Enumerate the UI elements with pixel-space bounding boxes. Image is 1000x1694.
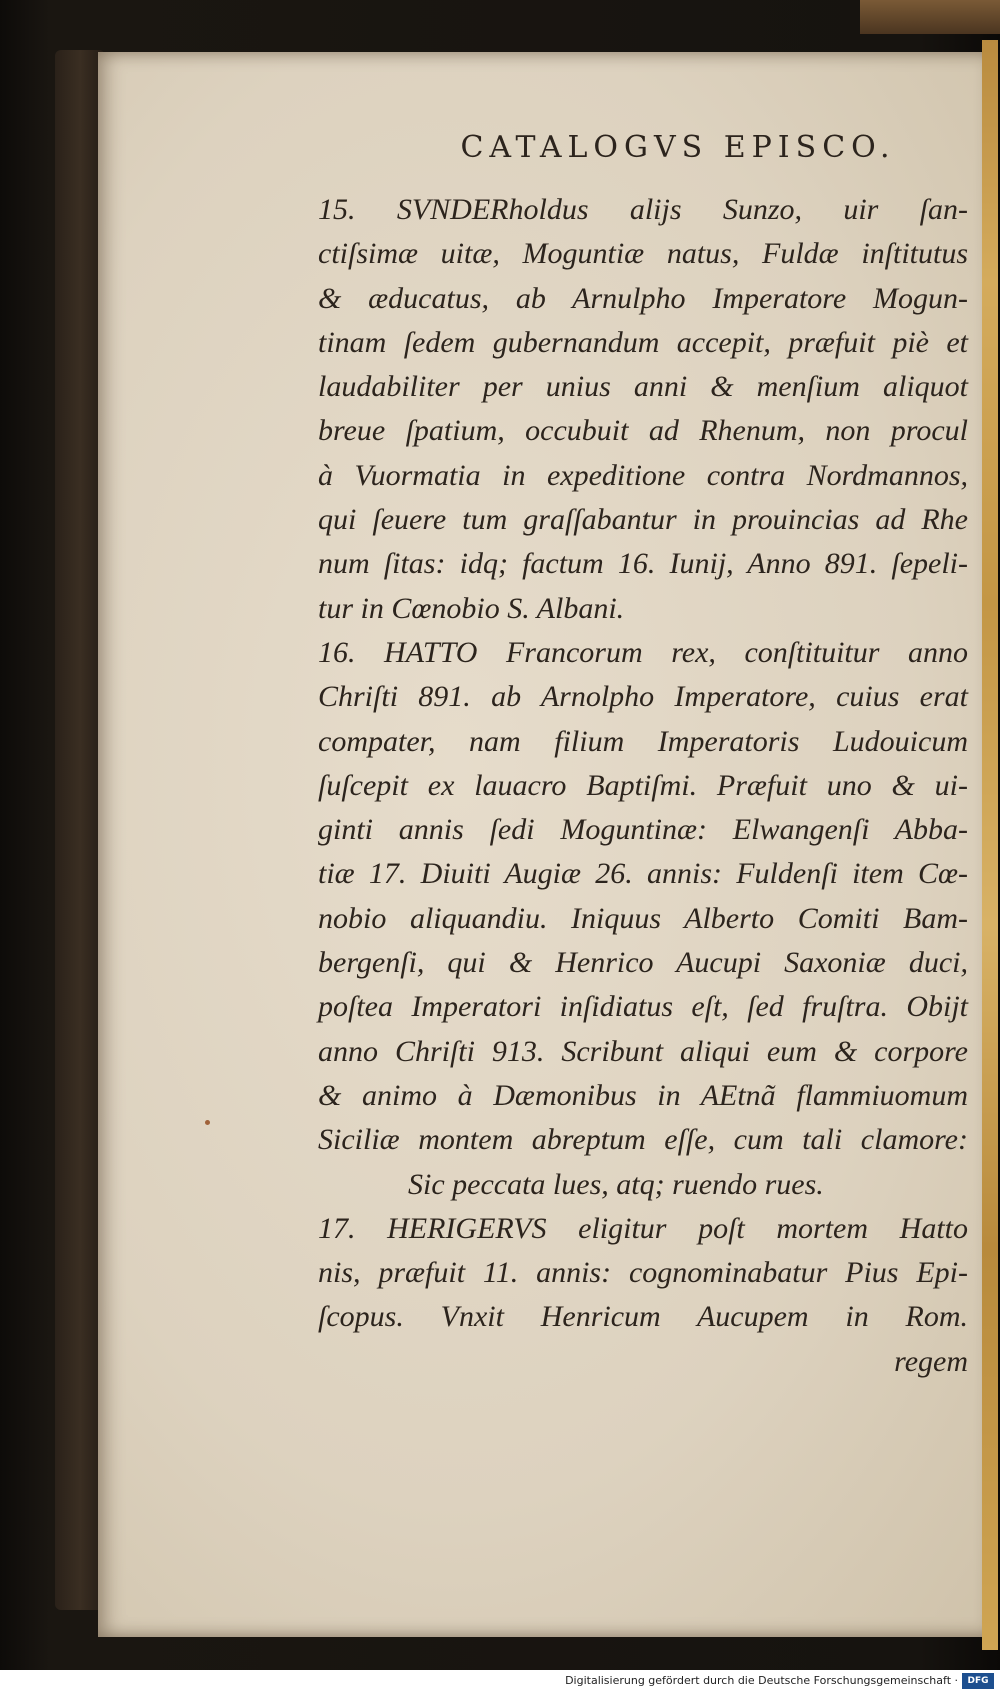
entry-16 [318,631,968,1207]
text-line: à Vuormatia in expeditione contra Nordmannos, [318,458,968,492]
text-line: 17. HERIGERVS eligitur poſt mortem Hatto [318,1211,968,1245]
page-text [318,130,968,1384]
text-line: ctiſsimæ uitæ, Moguntiæ natus, Fuldæ inſtitutus [318,237,968,271]
text-line: & animo à Dæmonibus in AEtnã flammiuomum [318,1078,968,1112]
text-line: breue ſpatium, occubuit ad Rhenum, non procul [318,414,968,448]
text-line: compater, nam filium Imperatoris Ludouicum [318,724,968,758]
text-line: 16. HATTO Francorum rex, conſtituitur anno [318,635,968,669]
text-line: qui ſeuere tum graſſabantur in prouincias ad Rhe [318,503,968,537]
text-line: & æducatus, ab Arnulpho Imperatore Mogun- [318,281,968,315]
text-line: tur in Cœnobio S. Albani. [318,591,625,625]
gilt-page-edge [982,40,998,1650]
entry-15 [318,188,968,631]
digitization-footer [0,1670,1000,1694]
text-line: anno Chriſti 913. Scribunt aliqui eum & corpore [318,1034,968,1068]
text-line: 15. SVNDERholdus alijs Sunzo, uir ſan- [318,193,968,226]
running-header: CATALOGVS EPISCO. [460,130,896,165]
text-line: tiæ 17. Diuiti Augiæ 26. annis: Fuldenſi item Cœ- [318,857,968,891]
text-line: nis, præfuit 11. annis: cognominabatur Pius Epi- [318,1256,968,1290]
entry-17 [318,1207,968,1384]
text-line: bergenſi, qui & Henrico Aucupi Saxoniæ duci, [318,946,968,980]
book-top-edge [860,0,1000,34]
text-line: num ſitas: idq; factum 16. Iunij, Anno 891. ſepeli- [318,547,968,581]
text-line: ſcopus. Vnxit Henricum Aucupem in Rom. [318,1300,968,1334]
text-line: tinam ſedem gubernandum accepit, præfuit piè et [318,325,968,359]
text-line: nobio aliquandiu. Iniquus Alberto Comiti Bam- [318,901,968,935]
text-line: laudabiliter per unius anni & menſium aliquot [318,370,968,404]
text-line: ſuſcepit ex lauacro Baptiſmi. Præfuit uno & ui- [318,768,968,802]
catchword: regem [894,1344,968,1378]
dfg-logo-icon: DFG [962,1673,994,1689]
verse-line: Sic peccata lues, atq; ruendo rues. [408,1167,824,1201]
text-line: poſtea Imperatori inſidiatus eſt, ſed fruſtra. Obijt [318,990,968,1024]
text-line: Chriſti 891. ab Arnolpho Imperatore, cuius erat [318,680,968,714]
funding-credit: Digitalisierung gefördert durch die Deutsche Forschungsgemeinschaft · [565,1674,958,1687]
paper-spot [205,1120,210,1125]
text-line: ginti annis ſedi Moguntinæ: Elwangenſi Abba- [318,813,968,847]
text-line: Siciliæ montem abreptum eſſe, cum tali clamore: [318,1123,968,1157]
